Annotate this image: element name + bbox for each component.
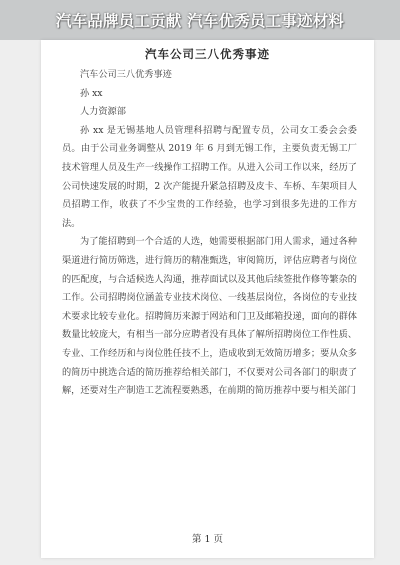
- paragraph-1: 孙 xx 是无锡基地人员管理科招聘与配置专员，公司女工委会会委员。由于公司业务调整从 2019 年 6 月到无锡工作，主要负责无锡工厂技术管理人员及生产一线操作工招聘工作。从进入公司工作以来，经历了公司快速发展的时期，2 次产能提升紧急招聘及皮卡、车桥、车架项目人员招聘工作，收获了不少宝贵的工作经验，也学习到很多先进的工作方法。: [62, 124, 357, 229]
- page-number: 第 1 页: [191, 534, 224, 545]
- paragraph-2: 为了能招聘到一个合适的人选，她需要根据部门用人需求，通过各种渠道进行简历筛选，进行简历的精准甄选，审阅简历，评估应聘者与岗位的匹配度，与合适候选人沟通，推荐面试以及其他后续签批作修等繁杂的工作。公司招聘岗位涵盖专业技术岗位、一线基层岗位，各岗位的专业技术要求比较专业化。招聘简历来源于网站和门卫及邮箱投递，面向的群体数量比较庞大，有相当一部分应聘者没有具体了解所招聘岗位工作性质、专业、工作经历和与岗位胜任技不上，造成收到无效简历增多；要从众多的简历中挑选合适的简历推荐给相关部门，不仅要对公司各部门的职责了解，还要对生产制造工艺流程要熟悉，在前期的简历推荐中要与相关部门: [62, 236, 357, 397]
- document-subtitle: 汽车公司三八优秀事迹: [80, 69, 172, 80]
- department-line: 人力资源部: [80, 106, 126, 118]
- top-banner: [0, 0, 400, 40]
- document-page: [41, 40, 374, 558]
- document-title: 汽车公司三八优秀事迹: [145, 47, 270, 61]
- document-body: [62, 66, 357, 401]
- name-line: 孙 xx: [80, 87, 103, 99]
- banner-title: 汽车品牌员工贡献 汽车优秀员工事迹材料: [55, 12, 345, 30]
